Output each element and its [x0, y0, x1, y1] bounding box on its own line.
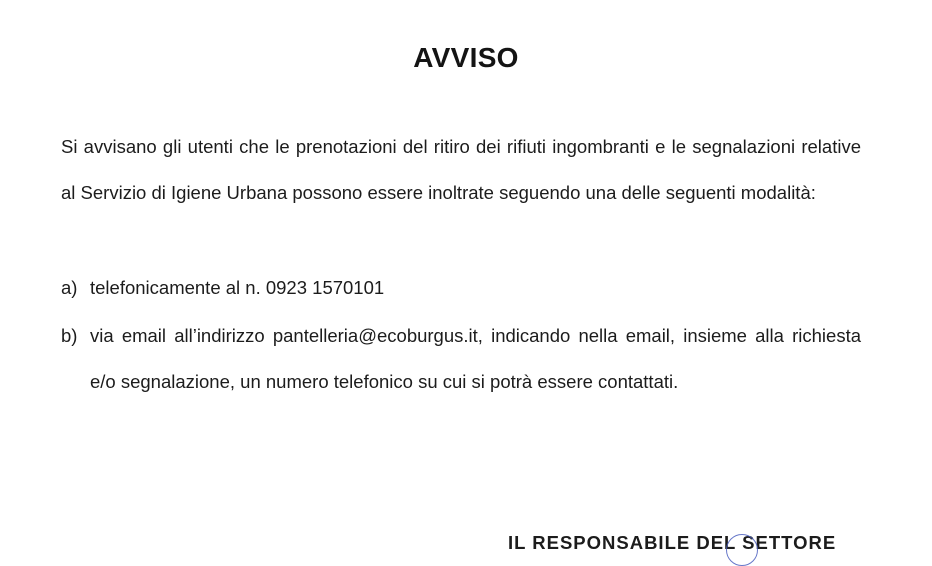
page-title: AVVISO	[413, 42, 519, 73]
list-item	[61, 313, 861, 404]
list-item-text: via email all’indirizzo pantelleria@ecoburgus.it, indicando nella email, insieme alla richiesta e/o segnalazione, un numero telefonico su cui si potrà essere contattati.	[90, 325, 861, 392]
list-item	[61, 265, 861, 311]
list-marker: a)	[61, 277, 78, 298]
intro-paragraph: Si avvisano gli utenti che le prenotazioni del ritiro dei rifiuti ingombranti e le segnalazioni relative al Servizio di Igiene Urbana possono essere inoltrate seguendo una delle seguenti modalità:	[61, 136, 861, 203]
signature-title: IL RESPONSABILE DEL SETTORE	[508, 532, 837, 553]
list-marker: b)	[61, 325, 78, 346]
list-item-text: telefonicamente al n. 0923 1570101	[90, 277, 385, 298]
stamp-mark	[726, 534, 758, 566]
